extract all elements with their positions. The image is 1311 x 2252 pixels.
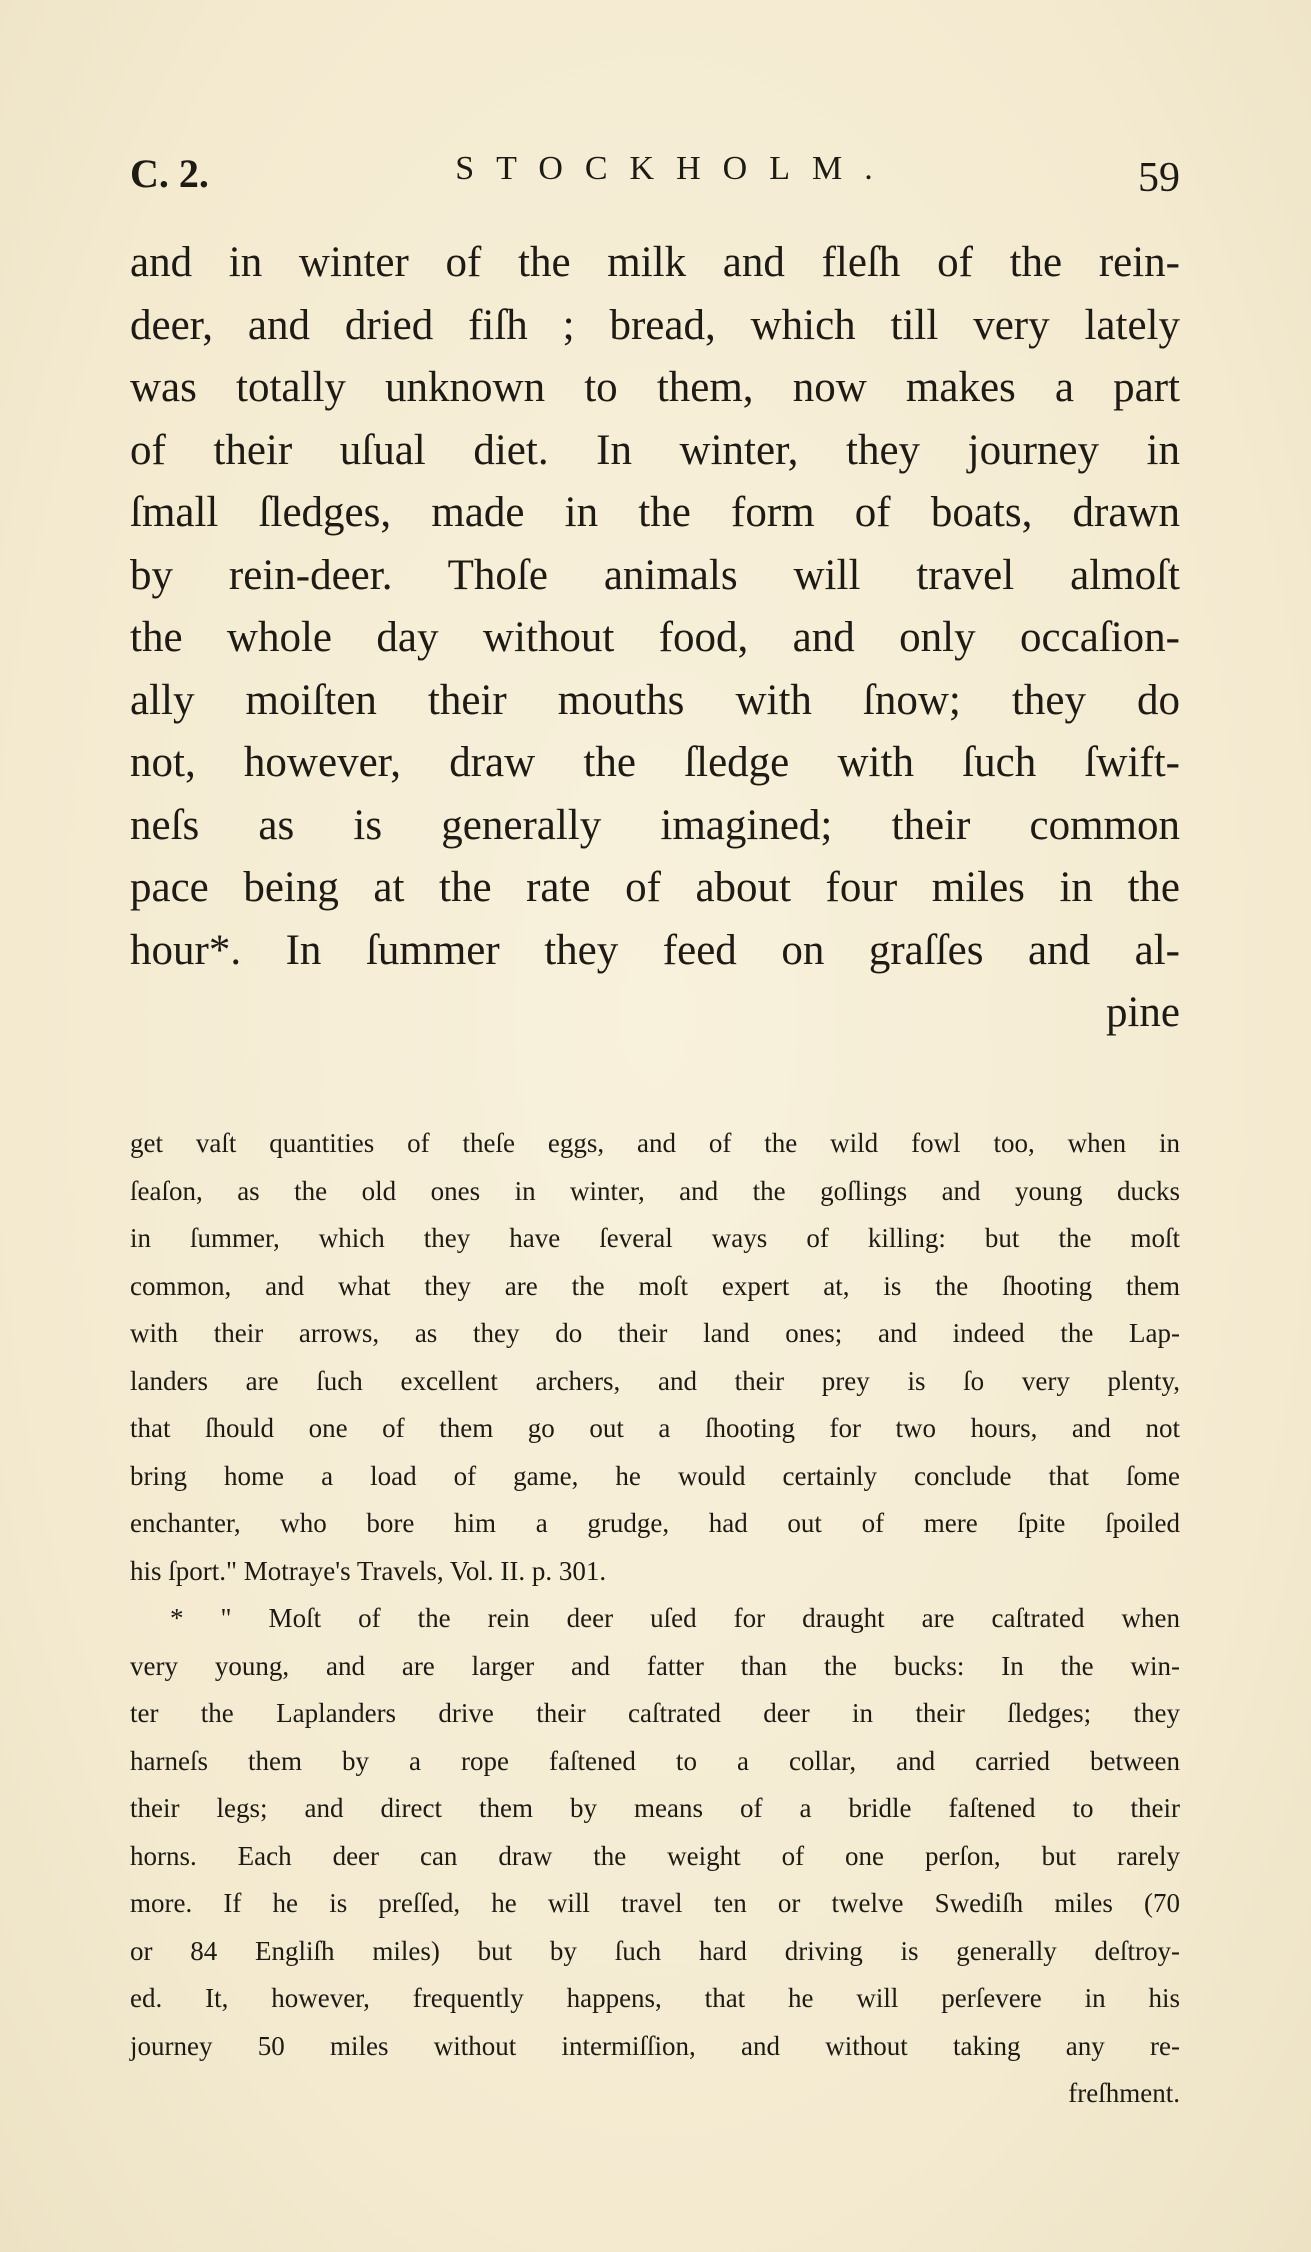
text-line: was totally unknown to them, now makes a part <box>130 364 1180 411</box>
running-header <box>130 150 1180 210</box>
footnote-line: horns. Each deer can draw the weight of one perſon, but rarely <box>130 1840 1180 1871</box>
footnote-line: ſeaſon, as the old ones in winter, and the goſlings and young ducks <box>130 1175 1180 1206</box>
running-title: STOCKHOLM. <box>455 150 895 187</box>
footnote-line: more. If he is preſſed, he will travel ten or twelve Swediſh miles (70 <box>130 1888 1180 1918</box>
footnote-line: landers are ſuch excellent archers, and their prey is ſo very plenty, <box>130 1365 1180 1396</box>
footnote-line: enchanter, who bore him a grudge, had out of mere ſpite ſpoiled <box>130 1508 1180 1538</box>
footnote-line: very young, and are larger and fatter than the bucks: In the win- <box>130 1650 1180 1681</box>
chapter-label: C. 2. <box>130 151 209 196</box>
text-line: by rein-deer. Thoſe animals will travel almoſt <box>130 551 1180 599</box>
text-line: ally moiſten their mouths with ſnow; they do <box>130 676 1180 724</box>
text-line: ſmall ſledges, made in the form of boats, drawn <box>130 489 1180 536</box>
footnote-line: common, and what they are the moſt expert at, is the ſhooting them <box>130 1270 1180 1301</box>
main-text <box>130 232 1180 1045</box>
footnote-line: harneſs them by a rope faſtened to a collar, and carried between <box>130 1745 1180 1776</box>
text-line: the whole day without food, and only occaſion- <box>130 614 1180 661</box>
footnote-line: in ſummer, which they have ſeveral ways of killing: but the moſt <box>130 1223 1180 1253</box>
text-line: neſs as is generally imagined; their common <box>130 801 1180 849</box>
footnote-line: or 84 Engliſh miles) but by ſuch hard driving is generally deſtroy- <box>130 1935 1180 1966</box>
footnote-line: with their arrows, as they do their land ones; and indeed the Lap- <box>130 1318 1180 1348</box>
catchword: pine <box>1105 989 1180 1036</box>
footnote-line: his ſport." Motraye's Travels, Vol. II. p. 301. <box>130 1555 607 1586</box>
page-number: 59 <box>1138 155 1180 201</box>
text-line: pace being at the rate of about four miles in the <box>130 864 1180 911</box>
footnote-line: bring home a load of game, he would certainly conclude that ſome <box>130 1460 1180 1491</box>
text-line: of their uſual diet. In winter, they journey in <box>130 426 1180 474</box>
text-line: and in winter of the milk and fleſh of the rein- <box>130 239 1180 286</box>
footnote-line: * " Moſt of the rein deer uſed for draught are caſtrated when <box>170 1603 1180 1633</box>
footnote-line: ter the Laplanders drive their caſtrated deer in their ſledges; they <box>130 1698 1180 1728</box>
text-line: deer, and dried fiſh ; bread, which till very lately <box>130 301 1180 349</box>
text-line: hour*. In ſummer they feed on graſſes and al- <box>130 926 1180 974</box>
footnote-line: get vaſt quantities of theſe eggs, and of the wild fowl too, when in <box>130 1128 1180 1158</box>
footnote-line: their legs; and direct them by means of a bridle faſtened to their <box>130 1793 1180 1823</box>
text-line: not, however, draw the ſledge with ſuch ſwift- <box>130 739 1180 786</box>
footnotes <box>130 1120 1180 2118</box>
catchword: freſhment. <box>1068 2078 1180 2108</box>
footnote-line: journey 50 miles without intermiſſion, and without taking any re- <box>130 2030 1180 2061</box>
footnote-line: that ſhould one of them go out a ſhooting for two hours, and not <box>130 1413 1180 1443</box>
footnote-line: ed. It, however, frequently happens, that he will perſevere in his <box>130 1983 1180 2013</box>
